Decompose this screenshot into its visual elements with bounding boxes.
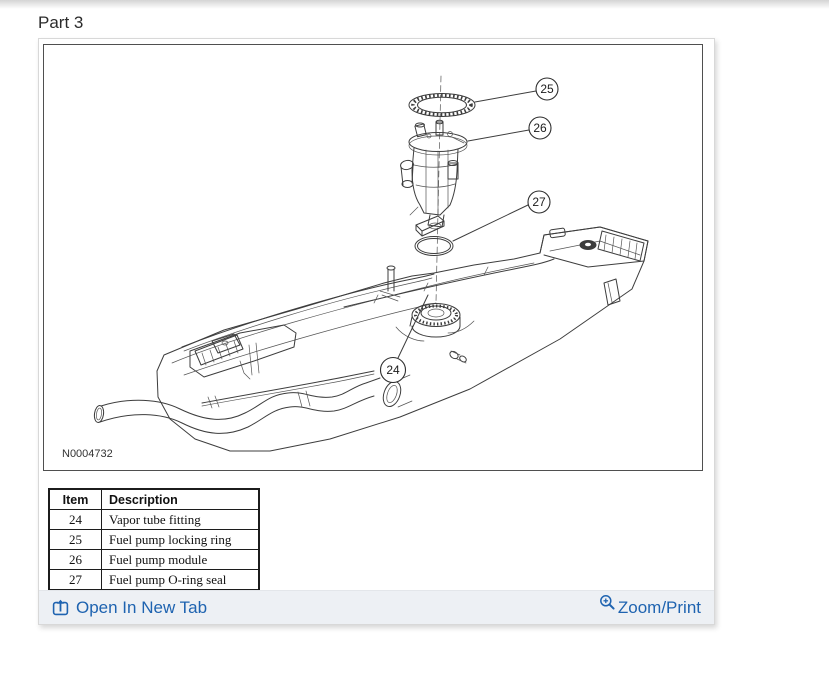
fuel-pump-o-ring [415,237,453,256]
callout-number-24: 24 [386,363,400,377]
callout-number-25: 25 [540,82,554,96]
table-header-row [49,489,259,510]
open-in-new-tab-link[interactable] [52,598,207,618]
fuel-pump-module [400,120,467,236]
callouts [381,78,559,383]
zoom-magnifier-icon [599,594,616,611]
drawing-number: N0004732 [62,448,113,460]
item-number: 27 [49,570,102,591]
item-description: Fuel pump O-ring seal [102,570,260,591]
table-row [49,530,259,550]
tank-mounting-ring [410,304,460,338]
callout-number-27: 27 [532,195,546,209]
table-row [49,550,259,570]
column-header-item: Item [49,489,102,510]
figure-footer-bar [39,590,714,624]
diagram-image [43,44,703,471]
figure-panel [38,38,715,625]
item-description: Fuel pump module [102,550,260,570]
zoom-print-link[interactable] [599,598,701,618]
item-number: 24 [49,510,102,530]
open-in-new-tab-icon [52,599,69,616]
callout-number-26: 26 [533,121,547,135]
column-header-description: Description [102,489,260,510]
filler-hose [93,375,412,433]
page-title: Part 3 [38,13,84,32]
open-in-new-tab-label: Open In New Tab [76,597,208,617]
item-number: 26 [49,550,102,570]
item-number: 25 [49,530,102,550]
table-row [49,570,259,591]
vapor-tube-fitting [448,350,467,363]
fuel-pump-locking-ring [409,94,475,117]
fuel-tank-exploded-drawing [44,45,702,470]
fuel-tank-body [157,227,648,451]
zoom-print-label: Zoom/Print [617,597,701,617]
top-divider-shadow [0,0,829,9]
item-description: Fuel pump locking ring [102,530,260,550]
centerline [436,76,441,302]
table-row [49,510,259,530]
parts-table [48,488,260,591]
item-description: Vapor tube fitting [102,510,260,530]
